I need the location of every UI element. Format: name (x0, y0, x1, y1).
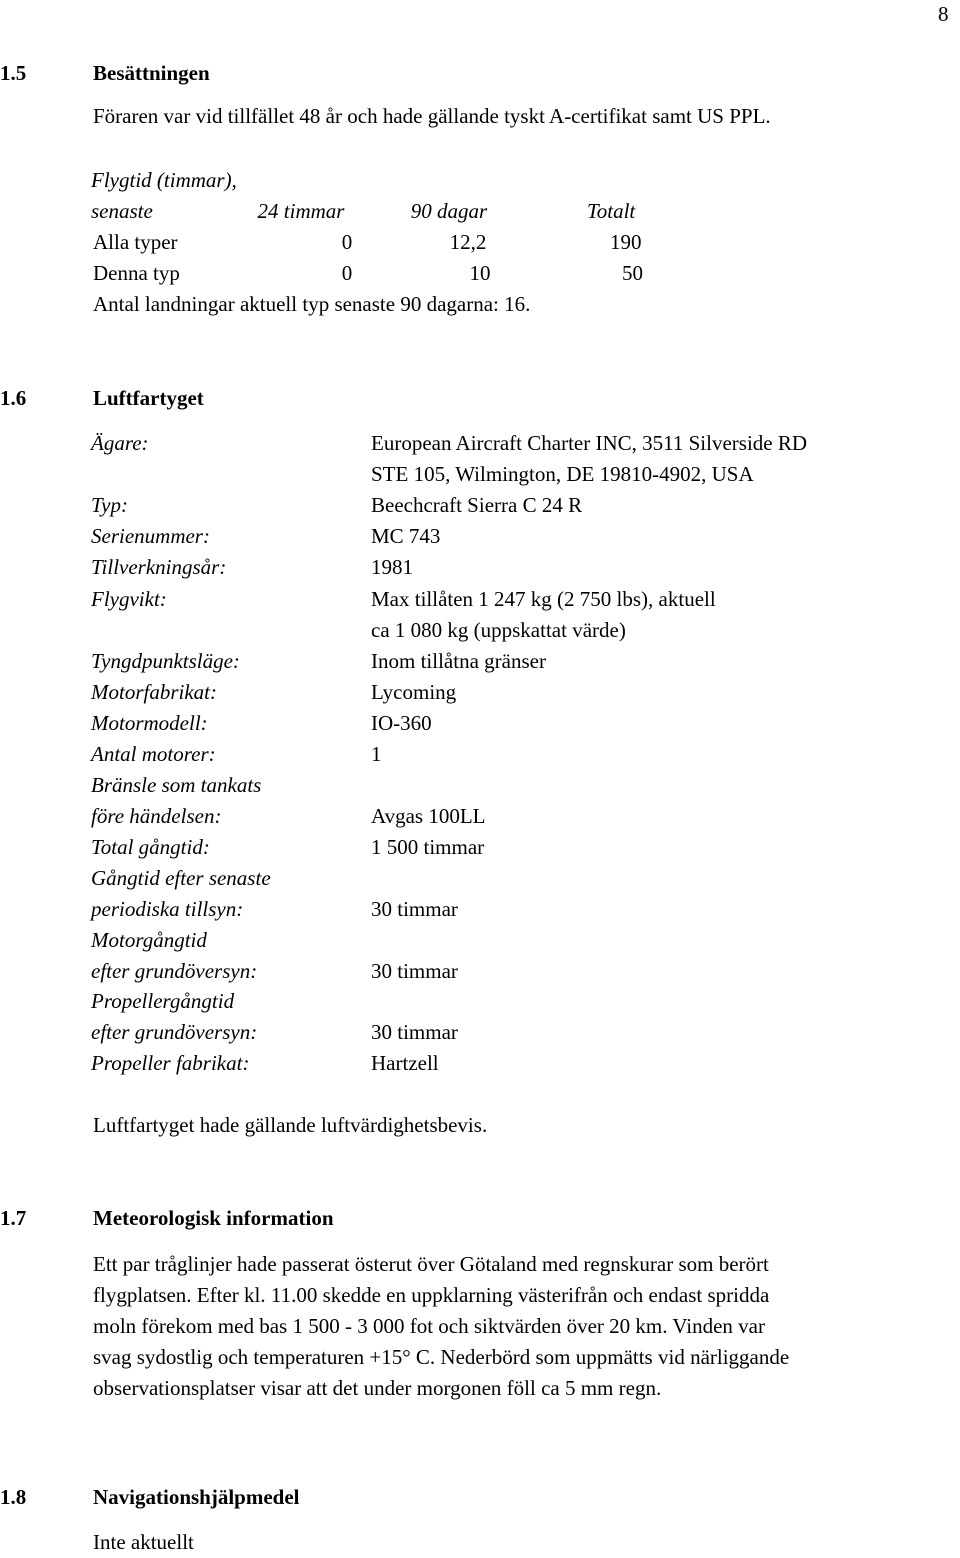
table-cell: Alla typer (93, 230, 178, 254)
section-heading: Luftfartyget (93, 386, 204, 410)
table-heading: Flygtid (timmar), (91, 168, 237, 192)
table-cell: 12,2 (449, 230, 487, 254)
table-cell: Denna typ (93, 261, 180, 285)
detail-value: 30 timmar (371, 1020, 458, 1044)
detail-label: Antal motorer: (91, 742, 216, 766)
detail-label: Propeller fabrikat: (91, 1051, 250, 1075)
detail-label: Tillverkningsår: (91, 555, 227, 579)
detail-value: 30 timmar (371, 897, 458, 921)
table-header-cell: Totalt (587, 199, 636, 223)
section-number: 1.6 (0, 386, 27, 410)
page-number: 8 (938, 2, 949, 26)
table-header-cell: senaste (91, 199, 153, 223)
detail-label: före händelsen: (91, 804, 222, 828)
table-header-cell: 24 timmar (257, 199, 345, 223)
crew-paragraph: Föraren var vid tillfället 48 år och hade gällande tyskt A-certifikat samt US PPL. (93, 104, 771, 128)
section-number: 1.5 (0, 61, 27, 85)
detail-value: Hartzell (371, 1051, 439, 1075)
detail-value: Beechcraft Sierra C 24 R (371, 493, 583, 517)
detail-label: efter grundöversyn: (91, 1020, 258, 1044)
detail-value: 1981 (371, 555, 413, 579)
detail-label: Propellergångtid (91, 989, 235, 1013)
section-number: 1.7 (0, 1206, 27, 1230)
landings-line: Antal landningar aktuell typ senaste 90 dagarna: 16. (93, 292, 531, 316)
detail-label: Motorgångtid (91, 928, 207, 952)
detail-label: Typ: (91, 493, 128, 517)
detail-label: efter grundöversyn: (91, 959, 258, 983)
table-cell: 50 (622, 261, 643, 285)
detail-label: Motorfabrikat: (91, 680, 217, 704)
table-cell: 0 (341, 261, 353, 285)
detail-label: Ägare: (91, 431, 149, 455)
detail-label: Bränsle som tankats (91, 773, 262, 797)
detail-label: Gångtid efter senaste (91, 866, 271, 890)
paragraph-line: flygplatsen. Efter kl. 11.00 skedde en uppklarning västerifrån och endast spridda (93, 1283, 770, 1307)
paragraph-line: svag sydostlig och temperaturen +15° C. Nederbörd som uppmätts vid närliggande (93, 1345, 790, 1369)
detail-value: Inom tillåtna gränser (371, 649, 546, 673)
detail-value: Lycoming (371, 680, 457, 704)
table-cell: 190 (610, 230, 642, 254)
detail-label: Tyngdpunktsläge: (91, 649, 240, 673)
detail-value: IO-360 (371, 711, 432, 735)
detail-value: 1 (371, 742, 382, 766)
detail-label: Serienummer: (91, 524, 210, 548)
detail-value: European Aircraft Charter INC, 3511 Silverside RD (371, 431, 808, 455)
section-heading: Meteorologisk information (93, 1206, 334, 1230)
detail-label: Motormodell: (91, 711, 208, 735)
section-heading: Navigationshjälpmedel (93, 1485, 300, 1509)
detail-value: Avgas 100LL (371, 804, 486, 828)
detail-value: ca 1 080 kg (uppskattat värde) (371, 618, 626, 642)
navigation-text: Inte aktuellt (93, 1530, 194, 1554)
table-header-cell: 90 dagar (410, 199, 488, 223)
detail-value: MC 743 (371, 524, 441, 548)
detail-value: 1 500 timmar (371, 835, 485, 859)
table-cell: 0 (341, 230, 353, 254)
detail-value: Max tillåten 1 247 kg (2 750 lbs), aktuell (371, 587, 716, 611)
section-number: 1.8 (0, 1485, 27, 1509)
section-heading: Besättningen (93, 61, 210, 85)
paragraph-line: moln förekom med bas 1 500 - 3 000 fot och siktvärden över 20 km. Vinden var (93, 1314, 765, 1338)
detail-label: periodiska tillsyn: (91, 897, 244, 921)
detail-value: STE 105, Wilmington, DE 19810-4902, USA (371, 462, 754, 486)
detail-value: 30 timmar (371, 959, 458, 983)
detail-label: Flygvikt: (91, 587, 167, 611)
paragraph-line: Ett par tråglinjer hade passerat österut över Götaland med regnskurar som berört (93, 1252, 769, 1276)
paragraph-line: observationsplatser visar att det under morgonen föll ca 5 mm regn. (93, 1376, 662, 1400)
detail-label: Total gångtid: (91, 835, 210, 859)
table-cell: 10 (469, 261, 491, 285)
airworthiness-line: Luftfartyget hade gällande luftvärdighetsbevis. (93, 1113, 488, 1137)
